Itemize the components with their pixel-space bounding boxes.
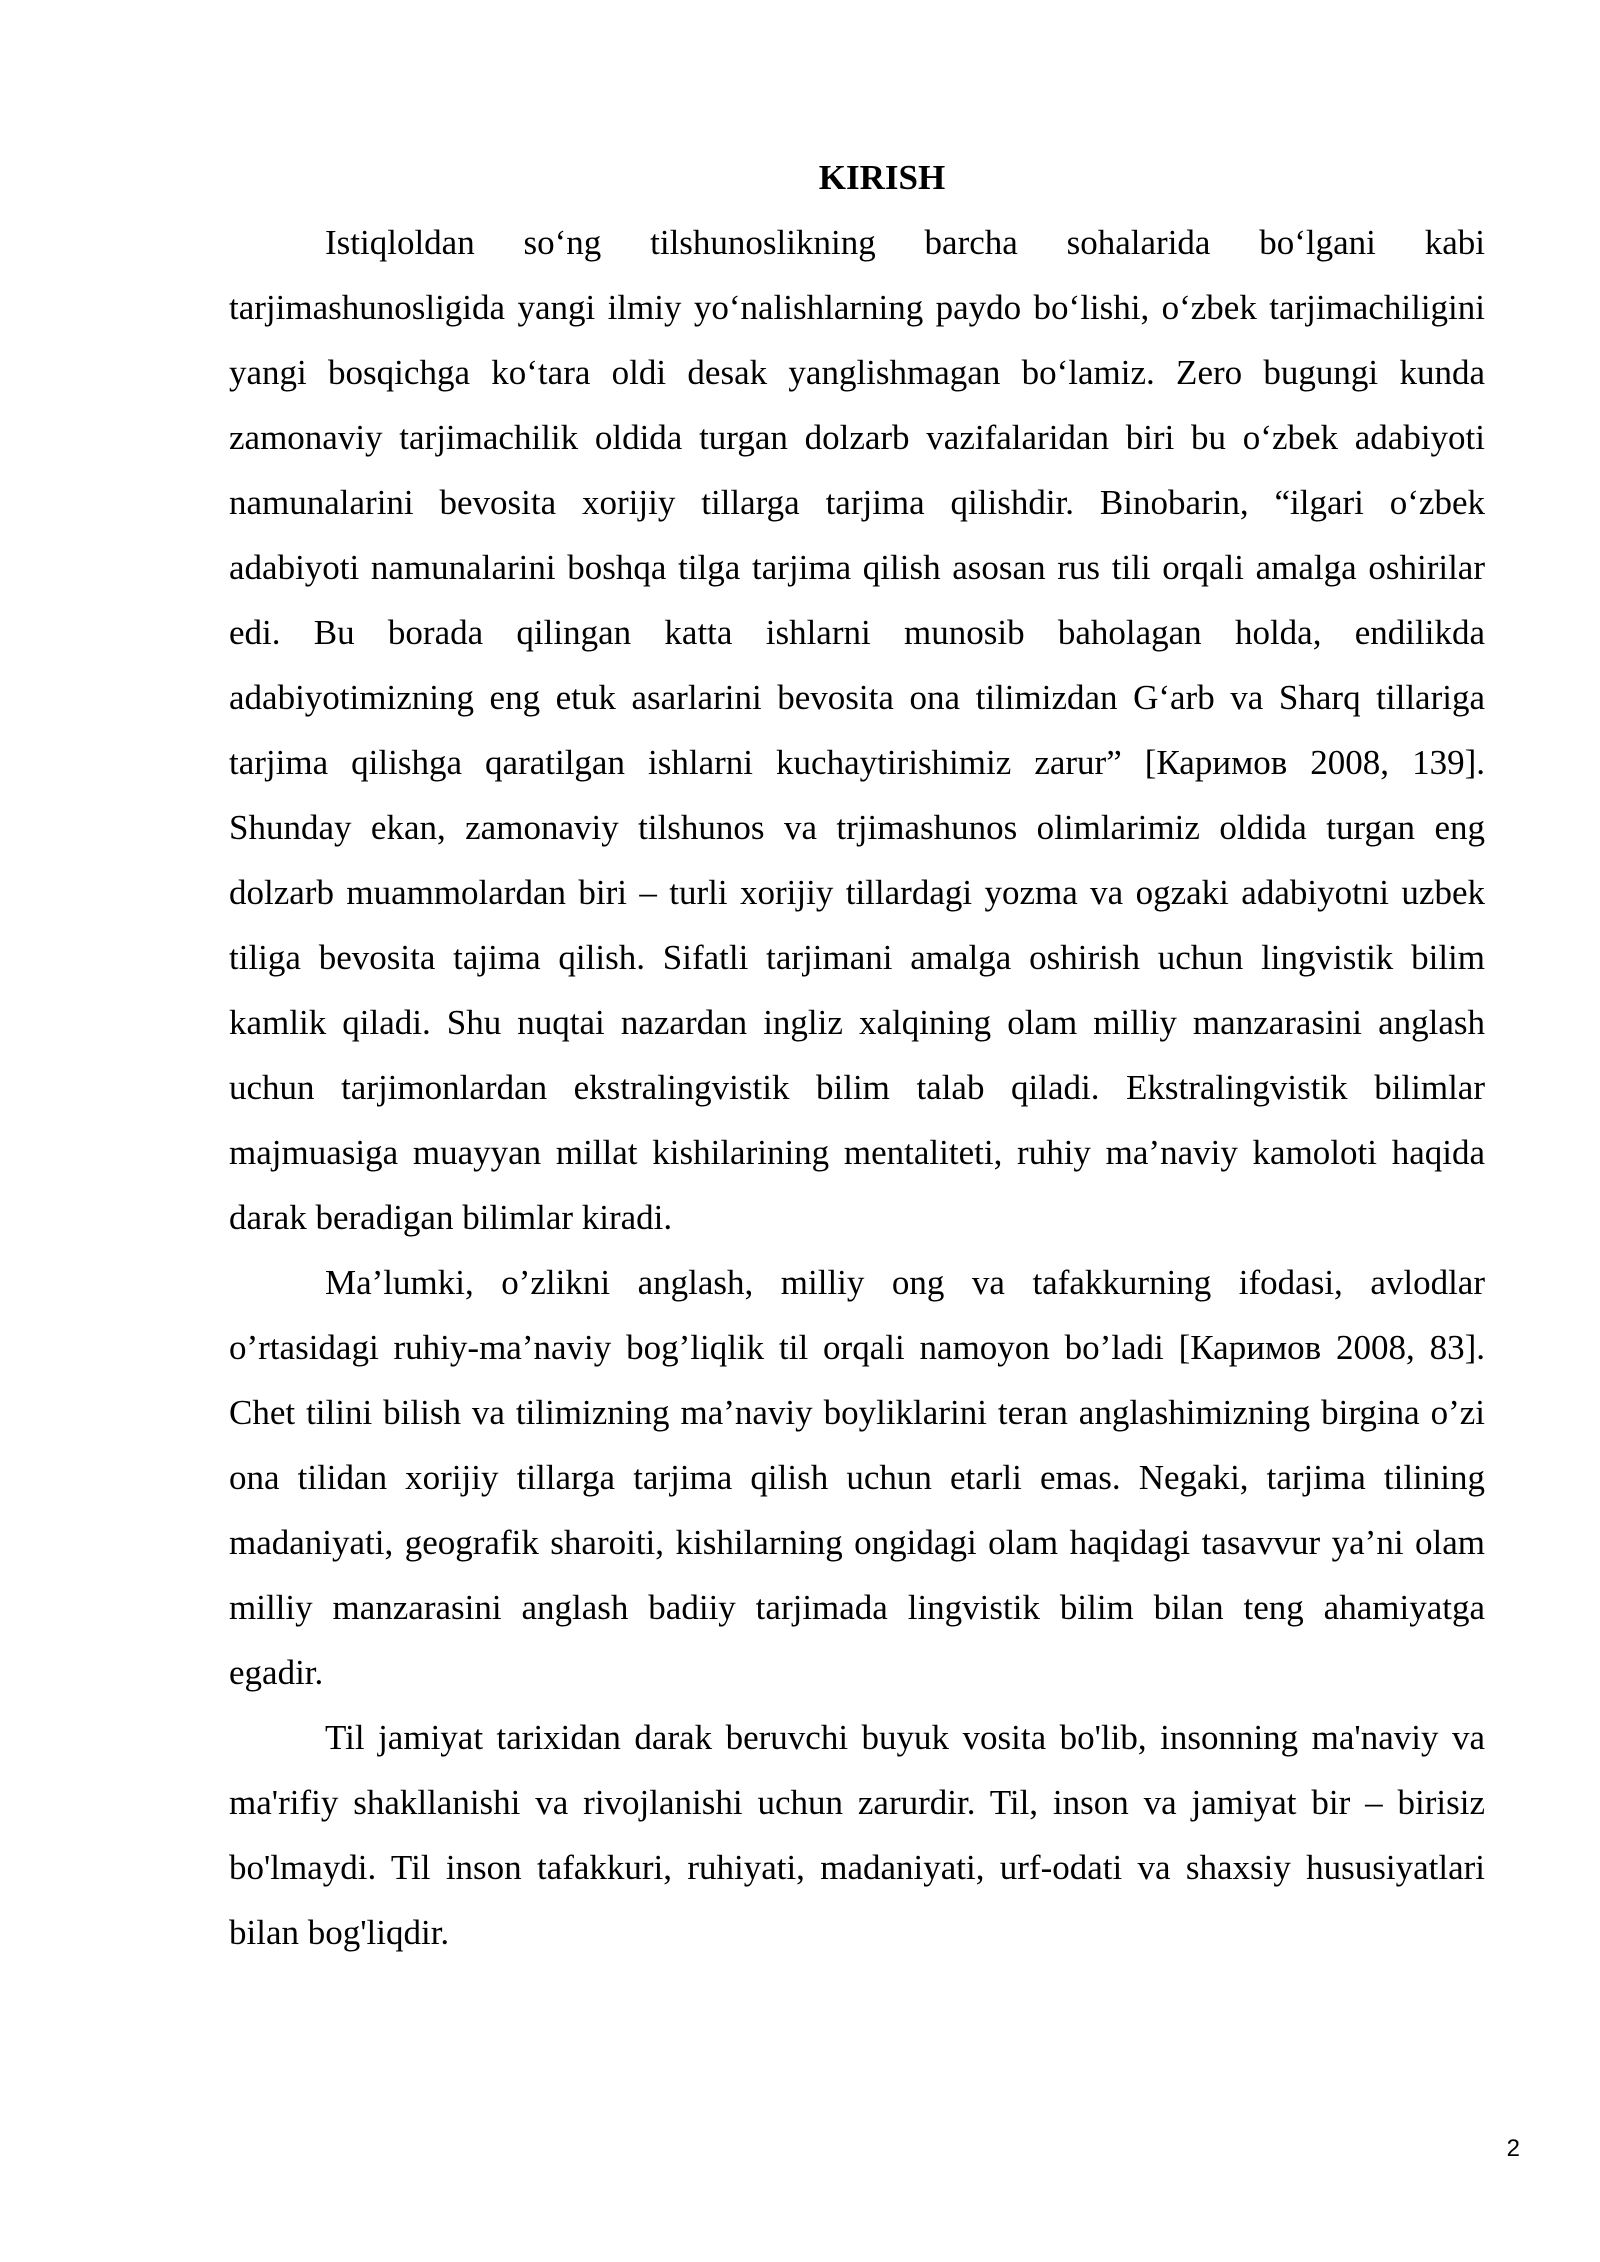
document-body — [229, 145, 1485, 1965]
page-number: 2 — [1506, 2135, 1520, 2162]
paragraph-2: Ma’lumki, o’zlikni anglash, milliy ong va tafakkurning ifodasi, avlodlar o’rtasidagi ruhiy-ma’naviy bog’liqlik til orqali namoyon bo’ladi [Каримов 2008, 83]. Chet tilini bilish va tilimizning ma’naviy boyliklarini teran anglashimizning birgina o’zi ona tilidan xorijiy tillarga tarjima qilish uchun etarli emas. Negaki, tarjima tilining madaniyati, geografik sharoiti, kishilarning ongidagi olam haqidagi tasavvur ya’ni olam milliy manzarasini anglash badiiy tarjimada lingvistik bilim bilan teng ahamiyatga egadir. — [229, 1263, 1485, 1692]
section-heading: KIRISH — [818, 158, 946, 197]
paragraph-1: Istiqloldan so‘ng tilshunoslikning barcha sohalarida bo‘lgani kabi tarjimashunosligida yangi ilmiy yo‘nalishlarning paydo bo‘lishi, o‘zbek tarjimachiligini yangi bosqichga ko‘tara oldi desak yanglishmagan bo‘lamiz. Zero bugungi kunda zamonaviy tarjimachilik oldida turgan dolzarb vazifalaridan biri bu o‘zbek adabiyoti namunalarini bevosita xorijiy tillarga tarjima qilishdir. Binobarin, “ilgari o‘zbek adabiyoti namunalarini boshqa tilga tarjima qilish asosan rus tili orqali amalga oshirilar edi. Bu borada qilingan katta ishlarni munosib baholagan holda, endilikda adabiyotimizning eng etuk asarlarini bevosita ona tilimizdan G‘arb va Sharq tillariga tarjima qilishga qaratilgan ishlarni kuchaytirishimiz zarur” [Каримов 2008, 139]. Shunday ekan, zamonaviy tilshunos va trjimashunos olimlarimiz oldida turgan eng dolzarb muammolardan biri – turli xorijiy tillardagi yozma va ogzaki adabiyotni uzbek tiliga bevosita tajima qilish. Sifatli tarjimani amalga oshirish uchun lingvistik bilim kamlik qiladi. Shu nuqtai nazardan ingliz xalqining olam milliy manzarasini anglash uchun tarjimonlardan ekstralingvistik bilim talab qiladi. Ekstralingvistik bilimlar majmuasiga muayyan millat kishilarining mentaliteti, ruhiy ma’naviy kamoloti haqida darak beradigan bilimlar kiradi. — [229, 223, 1485, 1237]
paragraph-3: Til jamiyat tarixidan darak beruvchi buyuk vosita bo'lib, insonning ma'naviy va ma'rifiy shakllanishi va rivojlanishi uchun zarurdir. Til, inson va jamiyat bir – birisiz bo'lmaydi. Til inson tafakkuri, ruhiyati, madaniyati, urf-odati va shaxsiy hususiyatlari bilan bog'liqdir. — [229, 1718, 1485, 1952]
